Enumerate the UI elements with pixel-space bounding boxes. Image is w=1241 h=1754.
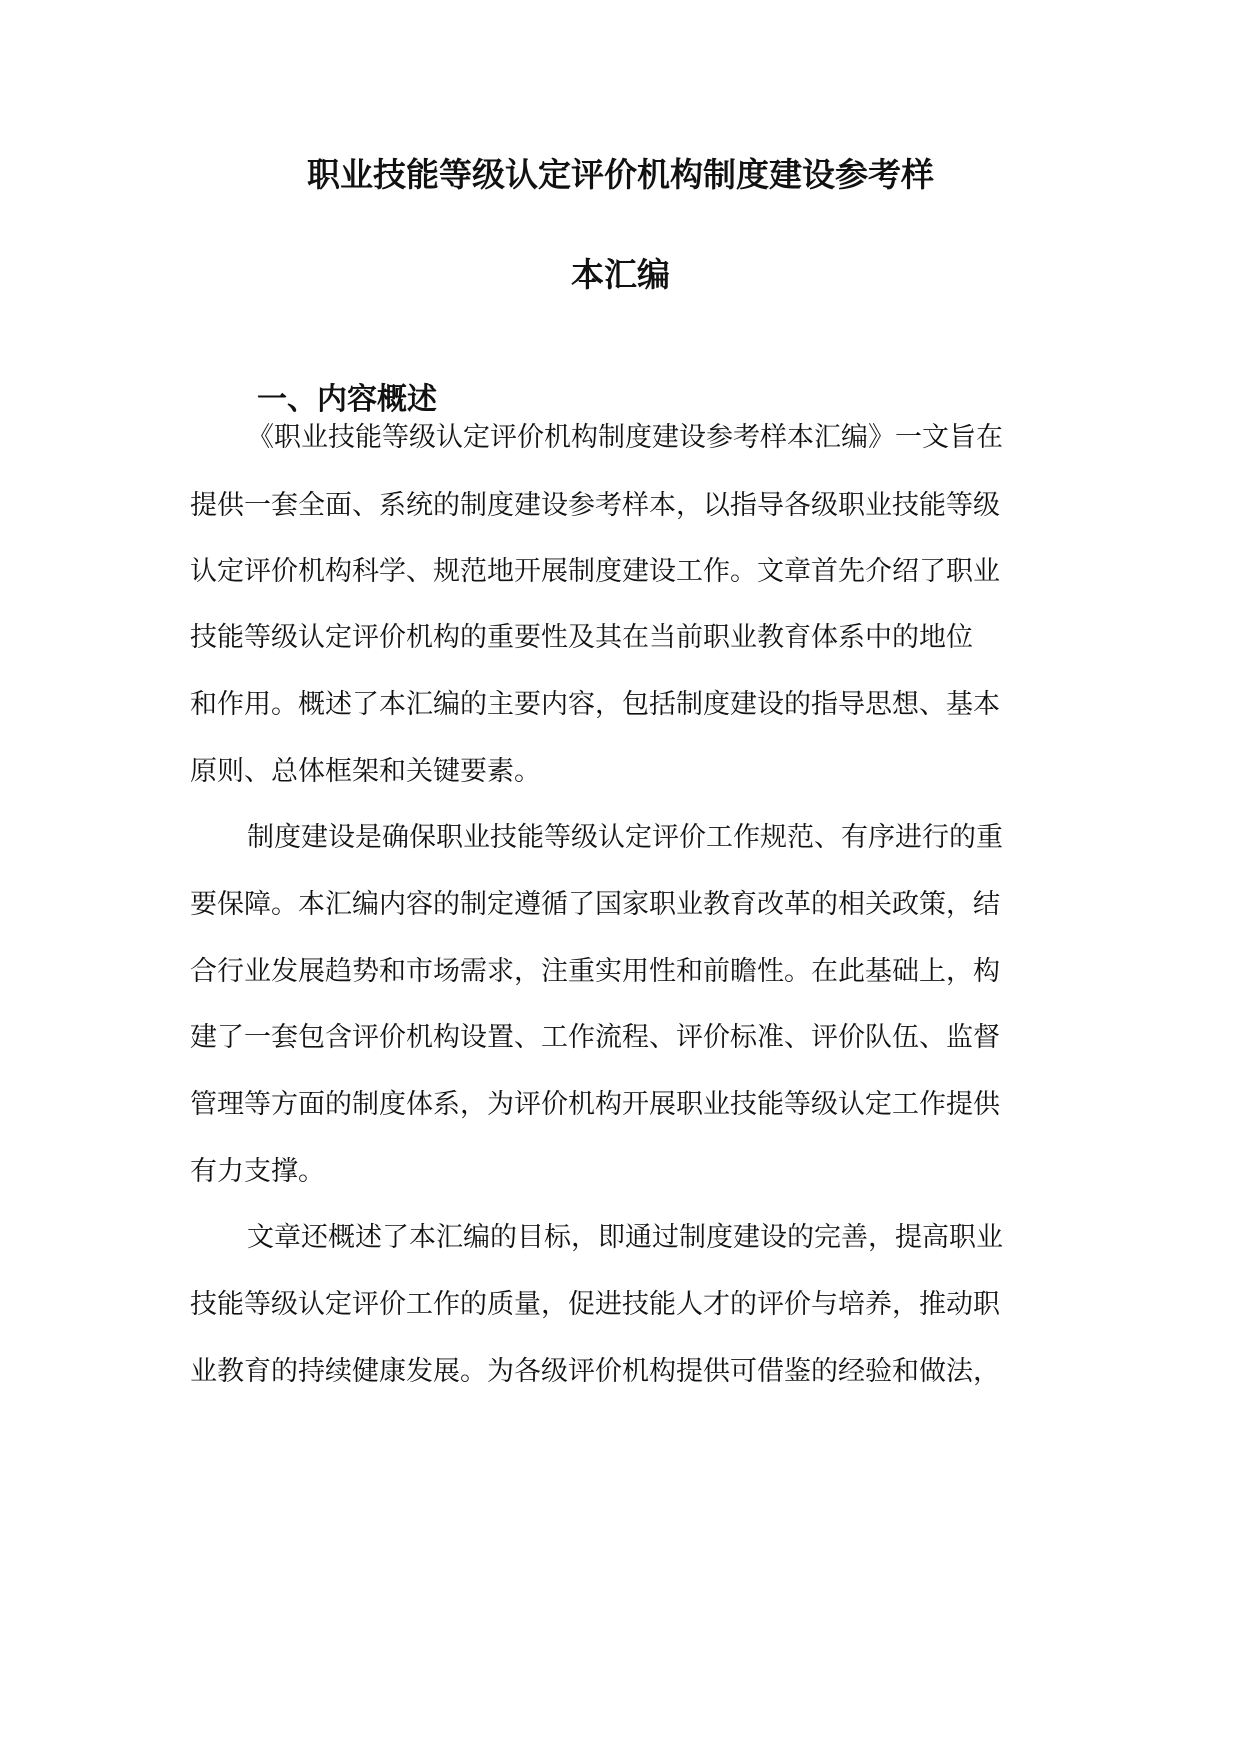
- paragraph-3-line-2: 技能等级认定评价工作的质量，促进技能人才的评价与培养，推动职: [190, 1289, 1000, 1320]
- paragraph-2-line-4: 建了一套包含评价机构设置、工作流程、评价标准、评价队伍、监督: [190, 1022, 1000, 1053]
- paragraph-1-line-4: 技能等级认定评价机构的重要性及其在当前职业教育体系中的地位: [190, 622, 973, 653]
- paragraph-1-line-6: 原则、总体框架和关键要素。: [190, 756, 541, 787]
- paragraph-2-line-2: 要保障。本汇编内容的制定遵循了国家职业教育改革的相关政策，结: [190, 889, 1000, 920]
- paragraph-3-line-3: 业教育的持续健康发展。为各级评价机构提供可借鉴的经验和做法，: [190, 1356, 1000, 1387]
- document-title-line-1: 职业技能等级认定评价机构制度建设参考样: [307, 155, 934, 194]
- paragraph-2-line-1: 制度建设是确保职业技能等级认定评价工作规范、有序进行的重: [247, 822, 1003, 853]
- section-heading: 一、内容概述: [257, 382, 437, 417]
- document-title-line-2: 本汇编: [571, 255, 670, 294]
- paragraph-2-line-3: 合行业发展趋势和市场需求，注重实用性和前瞻性。在此基础上，构: [190, 956, 1000, 987]
- paragraph-2-line-5: 管理等方面的制度体系，为评价机构开展职业技能等级认定工作提供: [190, 1089, 1000, 1120]
- paragraph-1-line-5: 和作用。概述了本汇编的主要内容，包括制度建设的指导思想、基本: [190, 689, 1000, 720]
- paragraph-3-line-1: 文章还概述了本汇编的目标，即通过制度建设的完善，提高职业: [247, 1222, 1003, 1253]
- paragraph-1-line-3: 认定评价机构科学、规范地开展制度建设工作。文章首先介绍了职业: [190, 556, 1000, 587]
- paragraph-1-line-2: 提供一套全面、系统的制度建设参考样本，以指导各级职业技能等级: [190, 490, 1000, 521]
- paragraph-2-line-6: 有力支撑。: [190, 1156, 325, 1187]
- paragraph-1-line-1: 《职业技能等级认定评价机构制度建设参考样本汇编》一文旨在: [247, 422, 1003, 453]
